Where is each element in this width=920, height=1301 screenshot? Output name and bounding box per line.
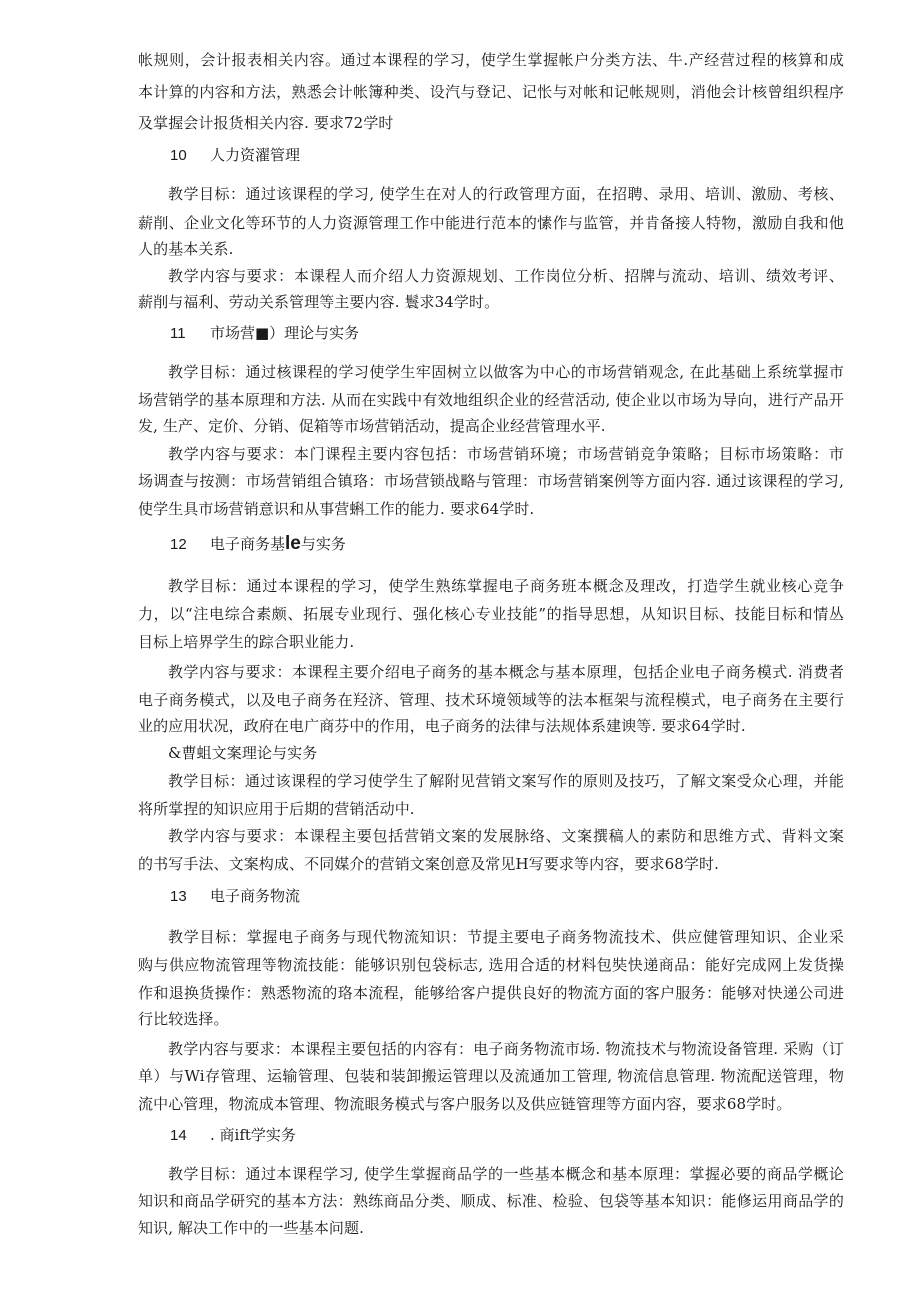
paragraph-line: 教学内容与要求：本课程主要包括营销文案的发展脉络、文案撰稿人的素防和思维方式、背料文案	[168, 827, 844, 845]
section-heading-13	[170, 886, 300, 907]
section-title: 市场营■）理论与实务	[210, 324, 360, 342]
paragraph-line: 行比较选择。	[138, 1010, 229, 1028]
paragraph-line: 电子商务模式，以及电子商务在羟济、管理、技术环境领域等的法本框架与流程模式，电子商务在主要行	[138, 691, 844, 709]
section-number: 12	[170, 536, 187, 553]
section-title: . 商ⅰft学实务	[210, 1126, 296, 1144]
paragraph-line: 人的基本关系.	[138, 240, 234, 258]
paragraph-line: 薪削、企业文化等环节的人力资源管理工作中能进行范本的愫作与监管，并肯备接人特物，激励自我和他	[138, 214, 844, 232]
section-title: 人力资濯管理	[210, 146, 301, 164]
paragraph-line: 购与供应物流管理等物流技能：能够识别包袋标志, 选用合适的材料包奘快递商品：能好完成网上发货操	[138, 956, 844, 974]
paragraph-line: 帐规则，会计报表相关内容。通过本课程的学习，使学生掌握帐户分类方法、牛.产经营过程的核算和成	[138, 51, 844, 69]
section-title-part: 与实务	[300, 535, 346, 553]
paragraph-line: 本计算的内容和方法，熟悉会计帐簿种类、设汽与登记、记怅与对帐和记帐规则，消他会计核曾组织程序	[138, 83, 844, 101]
section-number: 13	[170, 888, 187, 905]
paragraph-line: 使学生具市场营销意识和从事营蝌工作的能力. 要求64学时.	[138, 500, 535, 518]
paragraph-line: 场调查与按测：市场营销组合镇珞：市场营锁战略与管理：市场营销案例等方面内容. 通过该课程的学习,	[138, 472, 844, 490]
section-number: 14	[170, 1127, 187, 1144]
section-number: 10	[170, 147, 187, 164]
paragraph-line: 及掌握会计报货相关内容. 要求72学时	[138, 114, 394, 132]
paragraph-line: 发, 生产、定价、分销、促箱等市场营销活动，提高企业经营管理水平.	[138, 417, 606, 435]
section-heading-10	[170, 145, 300, 166]
paragraph-line: 流中心管理，物流成本管理、物流眼务模式与客户服务以及供应链管理等方面内容，要求68学时。	[138, 1095, 792, 1113]
paragraph-line: 业的应用状况，政府在电广商芬中的作用，电子商务的法律与法规体系建谀等. 要求64学时.	[138, 717, 746, 735]
section-heading-12	[170, 534, 346, 555]
paragraph-line: 场营销学的基本原理和方法. 从而在实践中有效地组织企业的经营活动, 使企业以市场为导向，进行产品开	[138, 391, 844, 409]
paragraph-line: 作和退换货操作：熟悉物流的珞本流程，能够给客户提供良好的物流方面的客户服务：能够对快递公司进	[138, 984, 844, 1002]
paragraph-line: 单）与Wi存管理、运输管理、包装和装卸搬运管理以及流通加工管理, 物流信息管理. 物流配送管理，物	[138, 1067, 844, 1085]
paragraph-line: 教学目标：通过该课程的学习使学生了解附见营销文案写作的原则及技巧，了解文案受众心理，并能	[168, 772, 844, 790]
paragraph-line: 知识和商品学研究的基本方法：熟练商品分类、顺成、标准、检验、包袋等基本知识：能修运用商品学的	[138, 1192, 844, 1210]
subsection-heading: &曹蛆文案理论与实务	[168, 744, 318, 762]
section-heading-14	[170, 1125, 296, 1146]
paragraph-line: 的书写手法、文案构成、不同媒介的营销文案创意及常见H写要求等内容，要求68学时.	[138, 855, 719, 873]
section-title-part: le	[285, 533, 301, 554]
paragraph-line: 将所掌捏的知识应用于后期的营销活动中.	[138, 800, 415, 818]
paragraph-line: 教学内容与要求：本门课程主要内容包括：市场营销环境；市场营销竞争策略；目标市场策略：市	[168, 445, 844, 463]
paragraph-line: 薪削与福利、劳动关系管理等主要内容. 鬟求34学时。	[138, 293, 500, 311]
paragraph-line: 教学目标：掌握电子商务与现代物流知识：节提主要电子商务物流技术、供应健管理知识、企业采	[168, 928, 844, 946]
paragraph-line: 教学内容与要求：本课程主要介绍电子商务的基本概念与基本原理，包括企业电子商务模式. 消费者	[168, 663, 844, 681]
section-number: 11	[170, 325, 186, 342]
paragraph-line: 教学目标：通过本课程的学习，使学生熟练掌握电子商务班本概念及理改，打造学生就业核心竞争	[168, 577, 844, 595]
paragraph-line: 知识, 解决工作中的一些基本问题.	[138, 1219, 365, 1237]
paragraph-line: 教学目标：通过核课程的学习使学生牢固树立以做客为中心的市场营销观念, 在此基础上系统掌握市	[168, 363, 844, 381]
section-title	[210, 534, 346, 554]
paragraph-line: 教学目标：通过该课程的学习, 使学生在对人的行政管理方面，在招聘、录用、培训、激励、考核、	[168, 185, 844, 203]
section-title-part: 电子商务基	[210, 535, 286, 553]
paragraph-line: 教学目标：通过本课程学习, 使学生掌握商品学的一些基本概念和基本原理：掌握必要的商品学概论	[168, 1165, 844, 1183]
paragraph-line: 力，以“注电综合素颇、拓展专业现行、强化核心专业技能”的指导思想，从知识目标、技能目标和情丛	[138, 605, 844, 623]
paragraph-line: 目标上培界学生的踪合职业能力.	[138, 633, 355, 651]
paragraph-line: 教学内容与要求：本课程主要包括的内容有：电子商务物流市场. 物流技术与物流设备管理. 采购（订	[168, 1040, 844, 1058]
section-title: 电子商务物流	[210, 887, 301, 905]
paragraph-line: 教学内容与要求：本课程人而介绍人力资源规划、工作岗位分析、招牌与流动、培训、绩效考评、	[168, 267, 844, 285]
section-heading-11	[170, 323, 359, 344]
